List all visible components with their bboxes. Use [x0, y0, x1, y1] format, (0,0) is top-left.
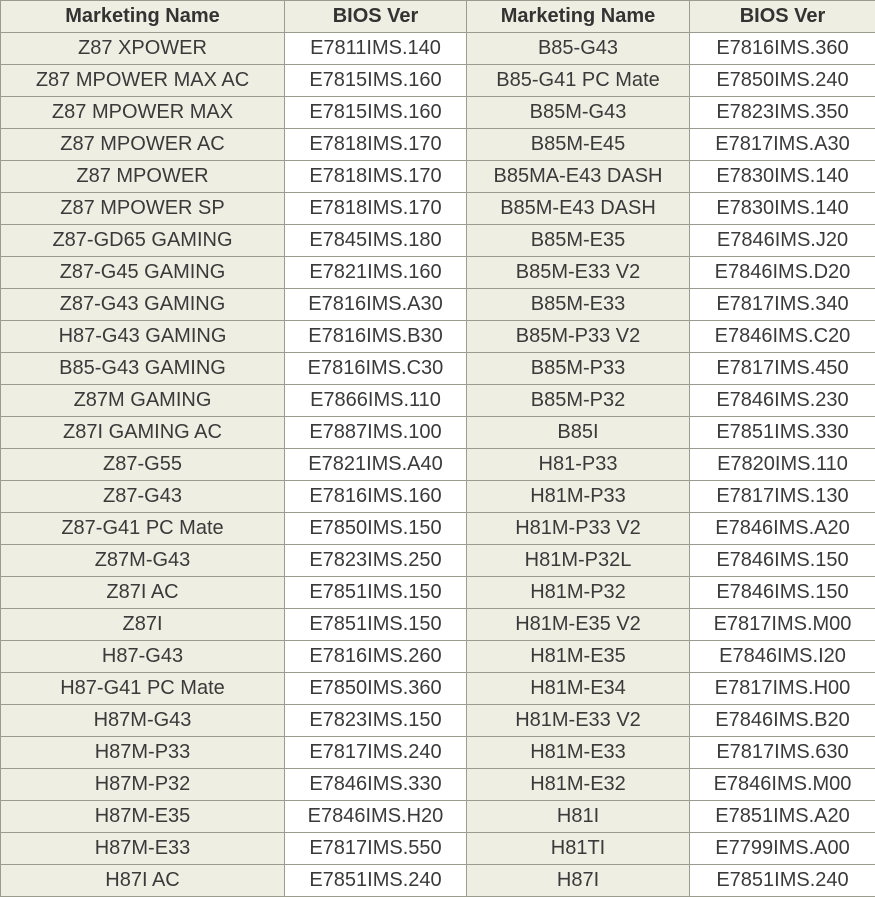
table-row	[1, 833, 875, 865]
table-row	[1, 65, 875, 97]
bios-ver-right-cell: E7846IMS.I20	[690, 641, 875, 673]
bios-ver-left-cell: E7818IMS.170	[285, 161, 467, 193]
marketing-name-right-cell: B85M-E35	[467, 225, 690, 257]
bios-ver-right-cell: E7851IMS.A20	[690, 801, 875, 833]
bios-ver-left-cell: E7823IMS.150	[285, 705, 467, 737]
table-row	[1, 481, 875, 513]
marketing-name-left-cell: Z87 MPOWER MAX AC	[1, 65, 285, 97]
marketing-name-left-cell: Z87-GD65 GAMING	[1, 225, 285, 257]
marketing-name-right-cell: H81M-E33	[467, 737, 690, 769]
marketing-name-right-cell: H81TI	[467, 833, 690, 865]
marketing-name-right-cell: H81M-P33 V2	[467, 513, 690, 545]
marketing-name-right-cell: H81M-E32	[467, 769, 690, 801]
marketing-name-right-cell: B85-G43	[467, 33, 690, 65]
marketing-name-left-cell: Z87-G41 PC Mate	[1, 513, 285, 545]
marketing-name-left-cell: Z87 MPOWER MAX	[1, 97, 285, 129]
table-body	[1, 33, 875, 897]
marketing-name-left-cell: Z87-G43	[1, 481, 285, 513]
bios-ver-right-cell: E7846IMS.C20	[690, 321, 875, 353]
bios-ver-right-cell: E7817IMS.130	[690, 481, 875, 513]
bios-ver-left-cell: E7845IMS.180	[285, 225, 467, 257]
marketing-name-right-cell: H81M-E34	[467, 673, 690, 705]
marketing-name-right-cell: H87I	[467, 865, 690, 897]
marketing-name-right-cell: B85M-E33	[467, 289, 690, 321]
marketing-name-right-cell: B85MA-E43 DASH	[467, 161, 690, 193]
bios-ver-right-cell: E7830IMS.140	[690, 161, 875, 193]
bios-ver-left-cell: E7850IMS.150	[285, 513, 467, 545]
marketing-name-left-cell: H87-G43 GAMING	[1, 321, 285, 353]
table-row	[1, 705, 875, 737]
marketing-name-right-cell: B85M-G43	[467, 97, 690, 129]
table-row	[1, 545, 875, 577]
bios-ver-left-cell: E7817IMS.550	[285, 833, 467, 865]
bios-ver-right-cell: E7846IMS.D20	[690, 257, 875, 289]
bios-ver-left-cell: E7821IMS.A40	[285, 449, 467, 481]
table-row	[1, 737, 875, 769]
marketing-name-left-cell: Z87-G45 GAMING	[1, 257, 285, 289]
marketing-name-right-cell: H81M-P33	[467, 481, 690, 513]
marketing-name-left-cell: Z87I GAMING AC	[1, 417, 285, 449]
table-row	[1, 289, 875, 321]
bios-ver-left-cell: E7823IMS.250	[285, 545, 467, 577]
table-row	[1, 865, 875, 897]
table-row	[1, 129, 875, 161]
table-row	[1, 353, 875, 385]
marketing-name-right-cell: H81M-P32	[467, 577, 690, 609]
marketing-name-right-cell: B85M-E43 DASH	[467, 193, 690, 225]
table-row	[1, 609, 875, 641]
header-bios-ver-left: BIOS Ver	[285, 1, 467, 33]
table-row	[1, 449, 875, 481]
bios-ver-left-cell: E7851IMS.150	[285, 577, 467, 609]
bios-ver-right-cell: E7817IMS.340	[690, 289, 875, 321]
marketing-name-left-cell: H87I AC	[1, 865, 285, 897]
table-row	[1, 193, 875, 225]
table-row	[1, 417, 875, 449]
marketing-name-left-cell: Z87-G43 GAMING	[1, 289, 285, 321]
bios-ver-right-cell: E7850IMS.240	[690, 65, 875, 97]
bios-ver-left-cell: E7818IMS.170	[285, 129, 467, 161]
bios-ver-left-cell: E7846IMS.H20	[285, 801, 467, 833]
marketing-name-right-cell: B85M-P33 V2	[467, 321, 690, 353]
bios-ver-left-cell: E7817IMS.240	[285, 737, 467, 769]
marketing-name-right-cell: B85M-E33 V2	[467, 257, 690, 289]
marketing-name-left-cell: H87M-E33	[1, 833, 285, 865]
marketing-name-left-cell: Z87I AC	[1, 577, 285, 609]
table-row	[1, 321, 875, 353]
bios-ver-left-cell: E7816IMS.B30	[285, 321, 467, 353]
marketing-name-left-cell: Z87M-G43	[1, 545, 285, 577]
bios-ver-right-cell: E7817IMS.M00	[690, 609, 875, 641]
bios-ver-left-cell: E7851IMS.150	[285, 609, 467, 641]
marketing-name-right-cell: B85I	[467, 417, 690, 449]
bios-ver-right-cell: E7817IMS.H00	[690, 673, 875, 705]
bios-ver-right-cell: E7846IMS.M00	[690, 769, 875, 801]
bios-ver-left-cell: E7815IMS.160	[285, 65, 467, 97]
marketing-name-right-cell: B85-G41 PC Mate	[467, 65, 690, 97]
marketing-name-left-cell: Z87I	[1, 609, 285, 641]
table-row	[1, 801, 875, 833]
bios-ver-right-cell: E7846IMS.B20	[690, 705, 875, 737]
bios-ver-right-cell: E7799IMS.A00	[690, 833, 875, 865]
bios-ver-left-cell: E7851IMS.240	[285, 865, 467, 897]
bios-ver-left-cell: E7816IMS.260	[285, 641, 467, 673]
marketing-name-left-cell: H87-G41 PC Mate	[1, 673, 285, 705]
bios-ver-right-cell: E7846IMS.A20	[690, 513, 875, 545]
bios-ver-left-cell: E7811IMS.140	[285, 33, 467, 65]
bios-ver-left-cell: E7850IMS.360	[285, 673, 467, 705]
marketing-name-left-cell: H87M-G43	[1, 705, 285, 737]
header-row	[1, 1, 875, 33]
table-row	[1, 513, 875, 545]
marketing-name-right-cell: H81M-E35	[467, 641, 690, 673]
table-row	[1, 673, 875, 705]
bios-ver-right-cell: E7823IMS.350	[690, 97, 875, 129]
header-marketing-name-right: Marketing Name	[467, 1, 690, 33]
marketing-name-right-cell: H81M-P32L	[467, 545, 690, 577]
marketing-name-left-cell: H87M-E35	[1, 801, 285, 833]
bios-ver-right-cell: E7846IMS.150	[690, 577, 875, 609]
bios-ver-right-cell: E7820IMS.110	[690, 449, 875, 481]
bios-ver-left-cell: E7887IMS.100	[285, 417, 467, 449]
bios-ver-right-cell: E7851IMS.330	[690, 417, 875, 449]
bios-ver-left-cell: E7818IMS.170	[285, 193, 467, 225]
marketing-name-left-cell: Z87 MPOWER SP	[1, 193, 285, 225]
bios-ver-right-cell: E7830IMS.140	[690, 193, 875, 225]
table-row	[1, 161, 875, 193]
bios-ver-right-cell: E7846IMS.J20	[690, 225, 875, 257]
header-marketing-name-left: Marketing Name	[1, 1, 285, 33]
bios-ver-right-cell: E7846IMS.230	[690, 385, 875, 417]
marketing-name-right-cell: B85M-P32	[467, 385, 690, 417]
bios-ver-right-cell: E7817IMS.A30	[690, 129, 875, 161]
header-bios-ver-right: BIOS Ver	[690, 1, 875, 33]
table-row	[1, 33, 875, 65]
marketing-name-left-cell: Z87M GAMING	[1, 385, 285, 417]
bios-ver-left-cell: E7815IMS.160	[285, 97, 467, 129]
bios-ver-left-cell: E7821IMS.160	[285, 257, 467, 289]
marketing-name-left-cell: H87-G43	[1, 641, 285, 673]
bios-ver-right-cell: E7846IMS.150	[690, 545, 875, 577]
marketing-name-left-cell: Z87-G55	[1, 449, 285, 481]
bios-ver-right-cell: E7817IMS.630	[690, 737, 875, 769]
marketing-name-right-cell: H81M-E35 V2	[467, 609, 690, 641]
marketing-name-right-cell: B85M-E45	[467, 129, 690, 161]
bios-ver-left-cell: E7816IMS.C30	[285, 353, 467, 385]
bios-ver-right-cell: E7816IMS.360	[690, 33, 875, 65]
table-row	[1, 769, 875, 801]
table-row	[1, 385, 875, 417]
marketing-name-right-cell: H81-P33	[467, 449, 690, 481]
marketing-name-right-cell: H81M-E33 V2	[467, 705, 690, 737]
bios-ver-left-cell: E7816IMS.160	[285, 481, 467, 513]
table-row	[1, 257, 875, 289]
marketing-name-left-cell: Z87 MPOWER AC	[1, 129, 285, 161]
table-row	[1, 577, 875, 609]
bios-ver-left-cell: E7846IMS.330	[285, 769, 467, 801]
marketing-name-left-cell: H87M-P32	[1, 769, 285, 801]
bios-ver-right-cell: E7817IMS.450	[690, 353, 875, 385]
bios-ver-left-cell: E7866IMS.110	[285, 385, 467, 417]
marketing-name-right-cell: H81I	[467, 801, 690, 833]
table-row	[1, 97, 875, 129]
bios-ver-left-cell: E7816IMS.A30	[285, 289, 467, 321]
marketing-name-left-cell: H87M-P33	[1, 737, 285, 769]
table-row	[1, 225, 875, 257]
table-row	[1, 641, 875, 673]
bios-ver-right-cell: E7851IMS.240	[690, 865, 875, 897]
marketing-name-left-cell: Z87 MPOWER	[1, 161, 285, 193]
marketing-name-left-cell: Z87 XPOWER	[1, 33, 285, 65]
marketing-name-right-cell: B85M-P33	[467, 353, 690, 385]
marketing-name-left-cell: B85-G43 GAMING	[1, 353, 285, 385]
